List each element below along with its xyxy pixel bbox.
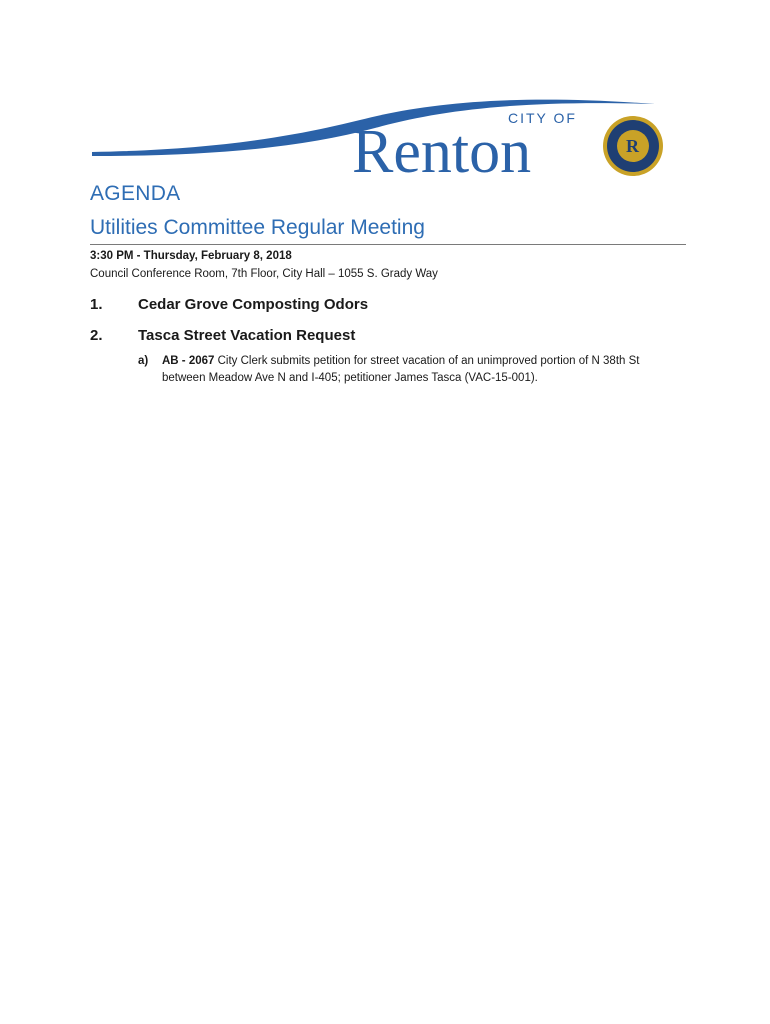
sub-item-marker: a) [138,355,149,367]
agenda-item-number: 1. [90,296,103,313]
city-logo [90,88,680,188]
title-divider [90,244,686,245]
agenda-item-title: Cedar Grove Composting Odors [138,296,369,313]
logo-wordmark: Renton [352,118,532,186]
sub-item-text: City Clerk submits petition for street vacation of an unimproved portion of N 38th St between Meadow Ave N and I-405; petitioner James Tasca (VAC-15-001). [162,355,640,384]
agenda-heading: AGENDA [90,182,181,205]
meeting-title: Utilities Committee Regular Meeting [90,216,425,239]
agenda-item-title: Tasca Street Vacation Request [138,327,356,344]
agenda-item-number: 2. [90,327,103,344]
meeting-datetime: 3:30 PM - Thursday, February 8, 2018 [90,250,292,262]
agenda-bill-reference: AB - 2067 [162,355,215,367]
sub-item-body [162,353,668,386]
meeting-location: Council Conference Room, 7th Floor, City Hall – 1055 S. Grady Way [90,268,438,280]
logo-city-of-text: CITY OF [508,110,577,126]
city-seal-icon [603,116,663,176]
svg-text:R: R [626,136,639,156]
